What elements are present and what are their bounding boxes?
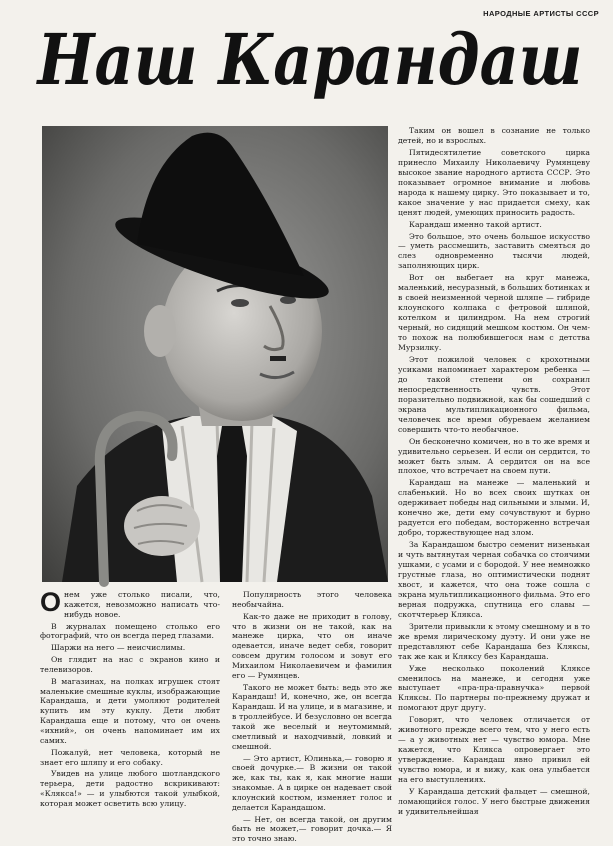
paragraph: Как-то даже не приходит в голову, что в жизни он не такой, как на манеже цирка, что он иначе одевается, иначе ведет себя, говорит совсем другим голосом и зовут его Михаилом Николаевичем и фамилия его — Румянцев.	[232, 611, 392, 680]
paragraph: Шаржи на него — неисчислимы.	[51, 643, 186, 653]
paragraph: Пожалуй, нет человека, который не знает его шляпу и его собаку.	[40, 747, 220, 767]
article-title	[28, 20, 593, 102]
drop-cap: О	[40, 587, 62, 617]
paragraph: Пятидесятилетие советского цирка принесло Михаилу Николаевичу Румянцеву высокое звание народного артиста СССР. Это показывает огромное внимание и любовь народа к нашему цирку. Это показывает и то, какое значение у нас придается смеху, как ценят людей, умеющих приносить радость.	[398, 147, 590, 217]
paragraph: Карандаш на манеже — маленький и слабенький. Но во всех своих шутках он одерживает победы над сильными и злыми. И, конечно же, дети ему сочувствуют и бурно радуется его победам, восторженно встречая добро, торжествующее над злом.	[398, 478, 590, 538]
paragraph: В магазинах, на полках игрушек стоят маленькие смешные куклы, изображающие Карандаша, и дети умоляют родителей купить им эту куклу. Дети любят Карандаша еще и потому, что он очень «ихний», он очень напоминает им их самих.	[40, 676, 220, 745]
article-column-3	[398, 126, 590, 819]
paragraph: Популярность этого человека необычайна.	[232, 590, 392, 609]
title-text: Наш Карандаш	[35, 18, 583, 101]
paragraph: Этот пожилой человек с крохотными усиками напоминает характером ребенка — до такой степени он сохранил непосредственность чувств. Этот поразительно подвижной, как бы сошедший с экрана мультипликационного фильма, человечек все время обуреваем желанием совершить что-то необычное.	[398, 354, 590, 434]
paragraph: Такого не может быть: ведь это же Карандаш! И, конечно, же, он всегда Карандаш. И на улице, и в магазине, и в троллейбусе. И безусловно он всегда такой же веселый и неутомимый, сметливый и находчивый, ловкий и смешной.	[232, 682, 392, 751]
paragraph: Он бесконечно комичен, но в то же время и удивительно серьезен. И если он сердится, то может быть злым. А сердится он на все плохое, что встречает на своем пути.	[398, 436, 590, 476]
paragraph: У Карандаша детский фальцет — смешной, ломающийся голос. У него быстрые движения и удивительнейшая	[398, 787, 590, 816]
paragraph: В журналах помещено столько его фотографий, что он всегда перед глазами.	[40, 621, 220, 641]
paragraph: Уже несколько поколений Кляксе сменилось на манеже, и сегодня уже выступает «пра-пра-правнучка» первой Кляксы. По партнеры по-прежнему дружат и помогают друг другу.	[398, 663, 590, 713]
paragraph: — Нет, он всегда такой, он другим быть не может,— говорит дочка.— Я это точно знаю.	[232, 814, 392, 844]
paragraph: Карандаш именно такой артист.	[409, 219, 542, 229]
paragraph: — Это артист, Юлинька,— говорю я своей дочурке.— В жизни он такой же, как ты, как я, как многие наши знакомые. А в цирке он надевает свой клоунский костюм, изменяет голос и делается Карандашом.	[232, 753, 392, 812]
paragraph: Он глядит на нас с экранов кино и телевизоров.	[40, 655, 220, 674]
section-label: НАРОДНЫЕ АРТИСТЫ СССР	[483, 9, 599, 18]
article-column-1	[40, 587, 220, 811]
paragraph: Вот он выбегает на круг манежа, маленький, несуразный, в больших ботинках и в своей неизменной черной шляпе — гибриде клоунского колпака с фетровой шляпой, котелком и цилиндром. На нем строгий черный, но сидящий мешком костюм. Он чем-то похож на полюбившегося нам с детства Мурзилку.	[398, 273, 590, 353]
paragraph: Увидев на улице любого шотландского терьера, дети радостно вскрикивают: «Клякса!» — и улыбются такой улыбкой, которая может осветить всю улицу.	[40, 769, 220, 808]
paragraph: Говорят, что человек отличается от животного прежде всего тем, что у него есть — а у животных нет — чувство юмора. Мне кажется, что Клякса опровергает это утверждение. Карандаш явно привил ей чувство юмора, и я вижу, как она улыбается на его выступлениях.	[398, 715, 590, 785]
paragraph: Таким он вошел в сознание не только детей, но и взрослых.	[398, 126, 590, 145]
paragraph	[40, 587, 220, 620]
article-column-2	[232, 590, 392, 846]
portrait-photo	[42, 126, 388, 582]
paragraph-text: нем уже столько писали, что, кажется, невозможно написать что-нибудь новое.	[64, 590, 220, 619]
paragraph: Зрители привыкли к этому смешному и в то же время лирическому дуэту. И они уже не представляют себе Карандаша без Кляксы, так же как и Кляксу без Карандаша.	[398, 621, 590, 661]
paragraph: Это большое, это очень большое искусство — уметь рассмешить, заставить смеяться до слез одновременно тысячи людей, заполняющих цирк.	[398, 231, 590, 271]
paragraph: За Карандашом быстро семенит низенькая и чуть вытянутая черная собачка со стоячими ушками, с усами и с бородой. У нее немножко грустные глаза, но оптимистически поднят хвост, и кажется, что она тоже сошла с экрана мультипликационного фильма. Это его верная подружка, спутница его славы — скотчтерьер Клякса.	[398, 540, 590, 619]
